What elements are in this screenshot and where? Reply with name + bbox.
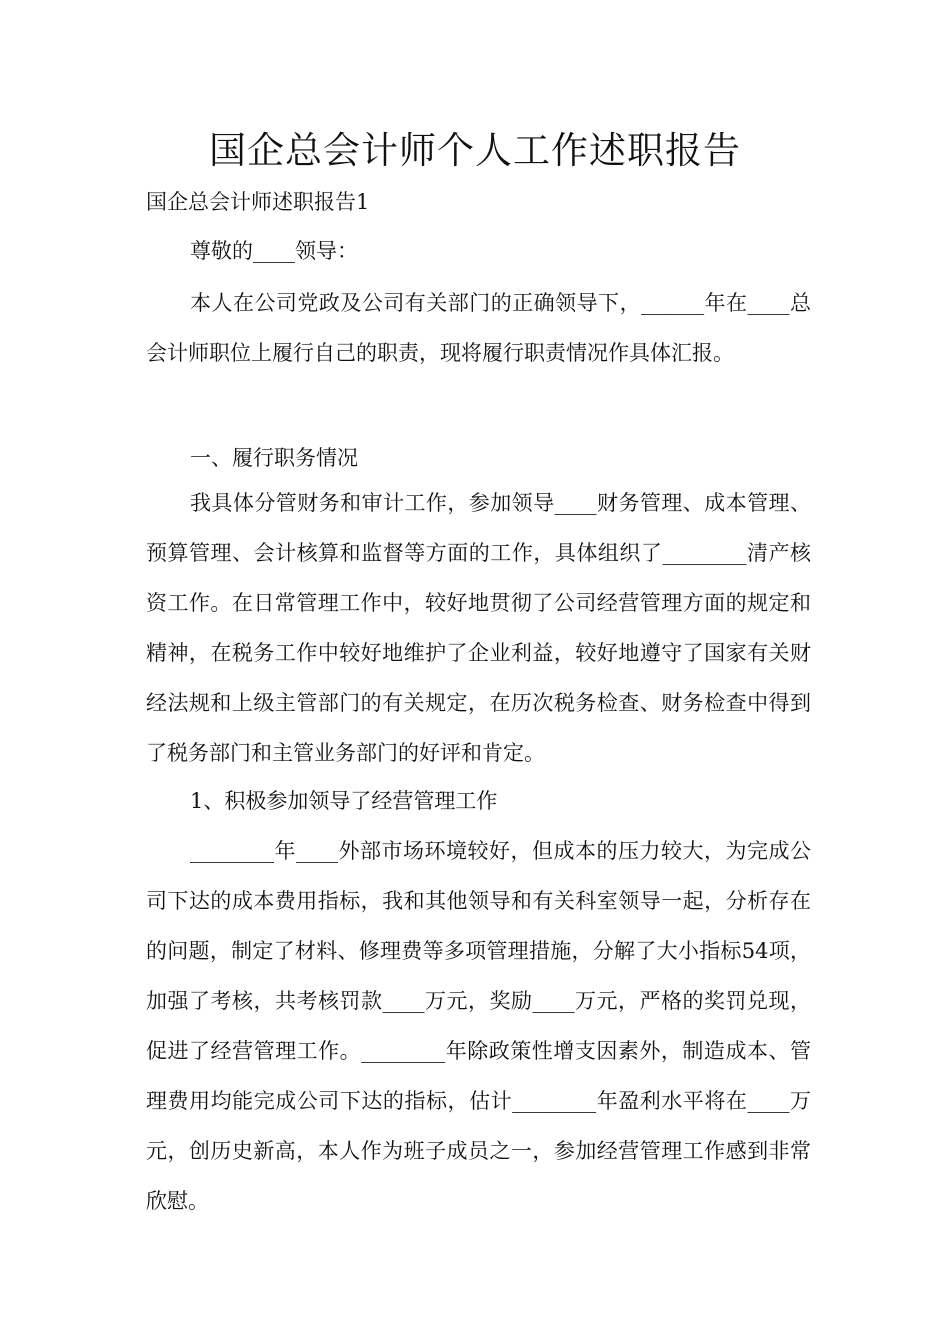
item-heading-management: 1、积极参加领导了经营管理工作 [190,789,498,813]
section-heading-duties: 一、履行职务情况 [190,446,358,470]
report-subtitle: 国企总会计师述职报告1 [146,190,370,214]
management-paragraph: ________年____外部市场环境较好，但成本的压力较大，为完成公司下达的成本费用指标，我和其他领导和有关科室领导一起，分析存在的问题，制定了材料、修理费等多项管理措施，分解了大小指标54项，加强了考核，共考核罚款____万元，奖励____万元，严格的奖罚兑现，促进了经营管理工作。________年除政策性增支因素外，制造成本、管理费用均能完成公司下达的指标，估计________年盈利水平将在____万元，创历史新高，本人作为班子成员之一，参加经营管理工作感到非常欣慰。 [146,839,811,1213]
duties-paragraph: 我具体分管财务和审计工作，参加领导____财务管理、成本管理、预算管理、会计核算和监督等方面的工作，具体组织了________清产核资工作。在日常管理工作中，较好地贯彻了公司经营管理方面的规定和精神，在税务工作中较好地维护了企业利益，较好地遵守了国家有关财经法规和上级主管部门的有关规定，在历次税务检查、财务检查中得到了税务部门和主管业务部门的好评和肯定。 [146,491,811,765]
document-title: 国企总会计师个人工作述职报告 [209,129,741,172]
intro-paragraph: 本人在公司党政及公司有关部门的正确领导下，______年在____总会计师职位上履行自己的职责，现将履行职责情况作具体汇报。 [146,291,811,365]
salutation: 尊敬的____领导： [190,239,358,263]
